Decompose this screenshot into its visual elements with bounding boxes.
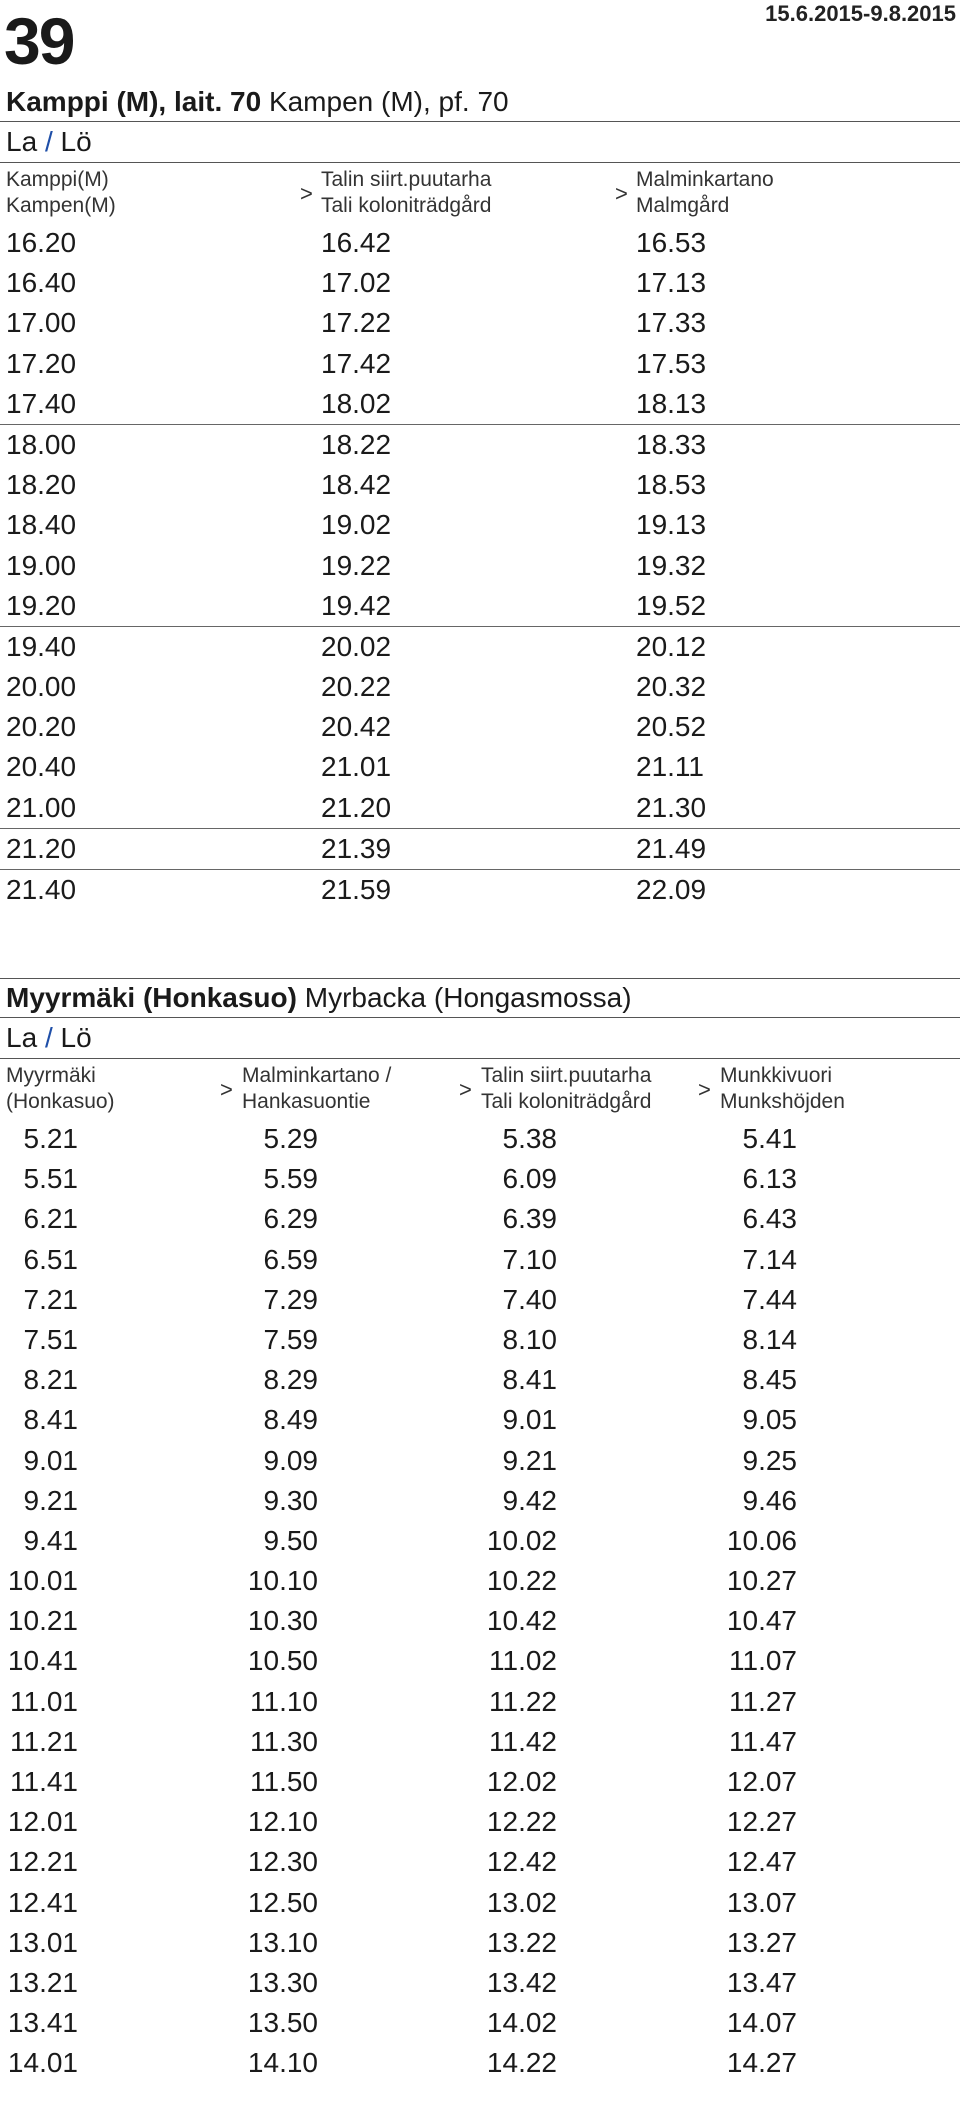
departure-time: 13.21	[7, 1966, 78, 1998]
table-row	[0, 1641, 960, 1681]
departure-time: 17.42	[321, 347, 392, 379]
table-row	[0, 1119, 960, 1159]
departure-time: 11.07	[729, 1645, 797, 1677]
departure-time: 12.21	[7, 1846, 78, 1878]
departure-time: 18.02	[321, 387, 392, 419]
departure-time: 21.20	[321, 791, 392, 823]
departure-time: 8.21	[23, 1364, 78, 1396]
table-row	[0, 344, 960, 384]
departure-time: 20.12	[636, 630, 707, 662]
table-row	[0, 1441, 960, 1481]
departure-time: 11.41	[10, 1766, 78, 1797]
departure-time: 7.44	[742, 1283, 797, 1315]
table-row	[0, 788, 960, 829]
departure-time: 21.30	[636, 791, 707, 823]
departure-time: 19.32	[636, 549, 707, 581]
departure-time: 7.51	[23, 1323, 78, 1355]
departure-time: 7.40	[502, 1283, 557, 1315]
departure-time: 10.10	[247, 1565, 318, 1597]
table-row	[0, 1722, 960, 1762]
table-row	[0, 1802, 960, 1842]
timetable-section-myyrmaki	[0, 978, 960, 2084]
departure-time: 7.59	[263, 1323, 318, 1355]
departure-time: 9.46	[742, 1484, 797, 1516]
departure-time: 13.07	[726, 1886, 797, 1918]
departure-time: 19.20	[6, 589, 77, 621]
departure-time: 17.13	[636, 267, 707, 299]
table-row	[0, 1280, 960, 1320]
departure-time: 6.43	[742, 1203, 797, 1235]
departure-time: 20.22	[321, 671, 392, 703]
departure-time: 12.22	[486, 1806, 557, 1838]
departure-time: 12.30	[247, 1846, 318, 1878]
table-row	[0, 870, 960, 910]
arrow-icon: >	[698, 1077, 711, 1102]
table-row	[0, 747, 960, 787]
departure-time: 18.00	[6, 428, 77, 460]
stop-header	[0, 1059, 960, 1119]
day-label	[0, 1018, 960, 1058]
section-title	[0, 979, 960, 1017]
departure-time: 21.01	[321, 751, 392, 783]
arrow-icon: >	[459, 1077, 472, 1102]
table-row	[0, 425, 960, 465]
stop-name-fi: Malminkartano	[636, 168, 774, 191]
departure-time: 12.47	[726, 1846, 797, 1878]
departure-time: 9.09	[263, 1444, 318, 1476]
stop-name-fi: Myyrmäki	[6, 1064, 96, 1087]
table-row	[0, 1601, 960, 1641]
departure-rows	[0, 223, 960, 910]
departure-time: 6.39	[502, 1203, 557, 1235]
departure-time: 10.50	[247, 1645, 318, 1677]
departure-time: 13.02	[486, 1886, 557, 1918]
departure-time: 17.02	[321, 267, 392, 299]
table-row	[0, 586, 960, 627]
departure-time: 18.33	[636, 428, 707, 460]
table-row	[0, 627, 960, 667]
departure-time: 14.02	[486, 2007, 557, 2039]
stop-malminkartano	[242, 1063, 391, 1115]
stop-tali	[481, 1063, 651, 1115]
departure-time: 19.42	[321, 589, 392, 621]
departure-time: 21.40	[6, 874, 77, 905]
table-row	[0, 263, 960, 303]
day-separator: /	[44, 126, 53, 157]
departure-time: 11.22	[489, 1685, 557, 1717]
departure-time: 21.49	[636, 832, 707, 864]
departure-time: 21.00	[6, 791, 77, 823]
table-row	[0, 707, 960, 747]
departure-time: 12.41	[7, 1886, 78, 1918]
table-row	[0, 829, 960, 870]
day-sv: Lö	[60, 126, 92, 157]
departure-time: 9.50	[263, 1524, 318, 1556]
departure-time: 12.50	[247, 1886, 318, 1918]
departure-time: 21.59	[321, 874, 392, 905]
table-row	[0, 1521, 960, 1561]
stop-name-sv: Malmgård	[636, 194, 730, 217]
section-title	[0, 83, 960, 121]
departure-time: 9.30	[263, 1484, 318, 1516]
table-row	[0, 1842, 960, 1882]
timetable-section-kamppi	[0, 83, 960, 910]
departure-time: 17.20	[6, 347, 77, 379]
departure-time: 13.42	[486, 1966, 557, 1998]
departure-time: 9.25	[742, 1444, 797, 1476]
departure-time: 19.02	[321, 509, 392, 541]
departure-time: 20.52	[636, 711, 707, 743]
departure-time: 5.59	[263, 1163, 318, 1195]
stop-name-sv: Tali koloniträdgård	[321, 194, 492, 217]
departure-time: 20.40	[6, 751, 77, 783]
departure-time: 11.42	[489, 1725, 557, 1757]
stop-name-sv: (Honkasuo)	[6, 1090, 115, 1113]
table-row	[0, 1400, 960, 1440]
departure-time: 13.30	[247, 1966, 318, 1998]
departure-time: 18.53	[636, 469, 707, 501]
departure-time: 10.30	[247, 1605, 318, 1637]
departure-time: 9.01	[23, 1444, 78, 1476]
departure-time: 13.10	[247, 1926, 318, 1958]
departure-time: 7.21	[23, 1283, 78, 1315]
departure-time: 11.30	[250, 1725, 318, 1757]
stop-name-fi: Talin siirt.puutarha	[481, 1064, 652, 1087]
departure-time: 6.59	[263, 1243, 318, 1275]
departure-time: 9.21	[23, 1484, 78, 1516]
route-number: 39	[4, 4, 74, 78]
table-row	[0, 1320, 960, 1360]
day-sv: Lö	[60, 1022, 92, 1053]
departure-time: 14.10	[247, 2047, 318, 2079]
departure-time: 20.42	[321, 711, 392, 743]
table-row	[0, 2003, 960, 2043]
departure-time: 11.50	[250, 1766, 318, 1797]
table-row	[0, 303, 960, 343]
table-row	[0, 1883, 960, 1923]
departure-time: 11.01	[10, 1685, 78, 1717]
title-sv: Myrbacka (Hongasmossa)	[304, 982, 632, 1013]
departure-time: 10.27	[726, 1565, 797, 1597]
departure-time: 12.10	[247, 1806, 318, 1838]
table-row	[0, 1561, 960, 1601]
departure-time: 10.01	[7, 1565, 78, 1597]
departure-time: 13.47	[726, 1966, 797, 1998]
table-row	[0, 546, 960, 586]
table-row	[0, 1682, 960, 1722]
departure-time: 10.21	[7, 1605, 78, 1637]
departure-time: 10.06	[726, 1524, 797, 1556]
departure-time: 9.21	[502, 1444, 557, 1476]
table-row	[0, 2043, 960, 2083]
departure-time: 8.41	[502, 1364, 557, 1396]
arrow-icon: >	[615, 181, 628, 206]
stop-name-fi: Talin siirt.puutarha	[321, 168, 492, 191]
stop-name-sv: Munkshöjden	[720, 1090, 845, 1113]
departure-time: 10.02	[486, 1524, 557, 1556]
departure-time: 17.00	[6, 307, 77, 339]
departure-time: 9.01	[502, 1404, 557, 1436]
table-row	[0, 1360, 960, 1400]
departure-time: 6.21	[23, 1203, 78, 1235]
title-fi: Kamppi (M), lait. 70	[6, 86, 262, 117]
departure-time: 7.29	[263, 1283, 318, 1315]
departure-time: 20.32	[636, 671, 707, 703]
departure-time: 13.41	[7, 2007, 78, 2039]
departure-time: 9.42	[502, 1484, 557, 1516]
table-row	[0, 1159, 960, 1199]
departure-time: 19.52	[636, 589, 707, 621]
table-row	[0, 1199, 960, 1239]
departure-time: 18.13	[636, 387, 707, 419]
departure-time: 6.13	[742, 1163, 797, 1195]
departure-time: 10.42	[486, 1605, 557, 1637]
departure-time: 20.02	[321, 630, 392, 662]
departure-time: 5.41	[742, 1123, 797, 1154]
arrow-icon: >	[300, 181, 313, 206]
departure-time: 12.01	[7, 1806, 78, 1838]
departure-time: 12.07	[726, 1766, 797, 1797]
departure-time: 16.42	[321, 227, 392, 258]
departure-time: 8.49	[263, 1404, 318, 1436]
departure-rows	[0, 1119, 960, 2084]
departure-time: 5.29	[263, 1123, 318, 1154]
departure-time: 9.41	[23, 1524, 78, 1556]
departure-time: 6.09	[502, 1163, 557, 1195]
day-label	[0, 122, 960, 162]
departure-time: 17.53	[636, 347, 707, 379]
departure-time: 21.20	[6, 832, 77, 864]
validity-period: 15.6.2015-9.8.2015	[765, 1, 956, 26]
departure-time: 16.20	[6, 227, 77, 258]
day-fi: La	[6, 126, 38, 157]
stop-myyrmaki	[6, 1063, 115, 1115]
day-separator: /	[44, 1022, 53, 1053]
departure-time: 5.51	[23, 1163, 78, 1195]
stop-name-fi: Munkkivuori	[720, 1064, 833, 1087]
departure-time: 18.22	[321, 428, 392, 460]
departure-time: 12.42	[486, 1846, 557, 1878]
departure-time: 6.51	[23, 1243, 78, 1275]
departure-time: 7.14	[742, 1243, 797, 1275]
departure-time: 11.47	[729, 1725, 797, 1757]
departure-time: 14.07	[726, 2007, 797, 2039]
departure-time: 8.10	[502, 1323, 557, 1355]
table-row	[0, 1963, 960, 2003]
departure-time: 11.10	[250, 1685, 318, 1717]
arrow-icon: >	[220, 1077, 233, 1102]
departure-time: 10.47	[726, 1605, 797, 1637]
stop-name-fi: Kamppi(M)	[6, 168, 109, 191]
table-row	[0, 223, 960, 263]
departure-time: 10.22	[486, 1565, 557, 1597]
departure-time: 16.40	[6, 267, 77, 299]
departure-time: 5.38	[502, 1123, 557, 1154]
table-row	[0, 505, 960, 545]
stop-name-fi: Malminkartano /	[242, 1064, 392, 1087]
departure-time: 5.21	[23, 1123, 78, 1154]
departure-time: 17.33	[636, 307, 707, 339]
title-sv: Kampen (M), pf. 70	[268, 86, 509, 117]
departure-time: 18.20	[6, 469, 77, 501]
table-row	[0, 384, 960, 425]
departure-time: 12.27	[726, 1806, 797, 1838]
day-fi: La	[6, 1022, 38, 1053]
table-row	[0, 1762, 960, 1802]
stop-header	[0, 163, 960, 223]
departure-time: 6.29	[263, 1203, 318, 1235]
departure-time: 8.29	[263, 1364, 318, 1396]
table-row	[0, 1923, 960, 1963]
departure-time: 19.40	[6, 630, 77, 662]
departure-time: 16.53	[636, 227, 707, 258]
departure-time: 14.27	[726, 2047, 797, 2079]
table-row	[0, 667, 960, 707]
departure-time: 8.45	[742, 1364, 797, 1396]
departure-time: 19.13	[636, 509, 707, 541]
title-fi: Myyrmäki (Honkasuo)	[6, 982, 297, 1013]
stop-malminkartano	[636, 167, 774, 219]
departure-time: 17.22	[321, 307, 392, 339]
departure-time: 10.41	[7, 1645, 78, 1677]
departure-time: 11.27	[729, 1685, 797, 1717]
departure-time: 19.22	[321, 549, 392, 581]
stop-name-sv: Hankasuontie	[242, 1090, 371, 1113]
table-row	[0, 1240, 960, 1280]
departure-time: 8.41	[23, 1404, 78, 1436]
departure-time: 11.02	[489, 1645, 557, 1677]
departure-time: 14.01	[7, 2047, 78, 2079]
departure-time: 20.20	[6, 711, 77, 743]
departure-time: 13.22	[486, 1926, 557, 1958]
departure-time: 17.40	[6, 387, 77, 419]
departure-time: 18.40	[6, 509, 77, 541]
departure-time: 12.02	[486, 1766, 557, 1797]
stop-kamppi	[6, 167, 116, 219]
departure-time: 13.27	[726, 1926, 797, 1958]
departure-time: 13.01	[7, 1926, 78, 1958]
departure-time: 13.50	[247, 2007, 318, 2039]
departure-time: 21.11	[636, 751, 704, 783]
departure-time: 7.10	[502, 1243, 557, 1275]
departure-time: 20.00	[6, 671, 77, 703]
departure-time: 22.09	[636, 874, 707, 905]
stop-munkkivuori	[720, 1063, 845, 1115]
table-row	[0, 1481, 960, 1521]
departure-time: 11.21	[10, 1725, 78, 1757]
stop-name-sv: Tali koloniträdgård	[481, 1090, 652, 1113]
departure-time: 18.42	[321, 469, 392, 501]
departure-time: 9.05	[742, 1404, 797, 1436]
departure-time: 8.14	[742, 1323, 797, 1355]
departure-time: 21.39	[321, 832, 392, 864]
departure-time: 19.00	[6, 549, 77, 581]
stop-tali	[321, 167, 491, 219]
departure-time: 14.22	[486, 2047, 557, 2079]
stop-name-sv: Kampen(M)	[6, 194, 116, 217]
table-row	[0, 465, 960, 505]
